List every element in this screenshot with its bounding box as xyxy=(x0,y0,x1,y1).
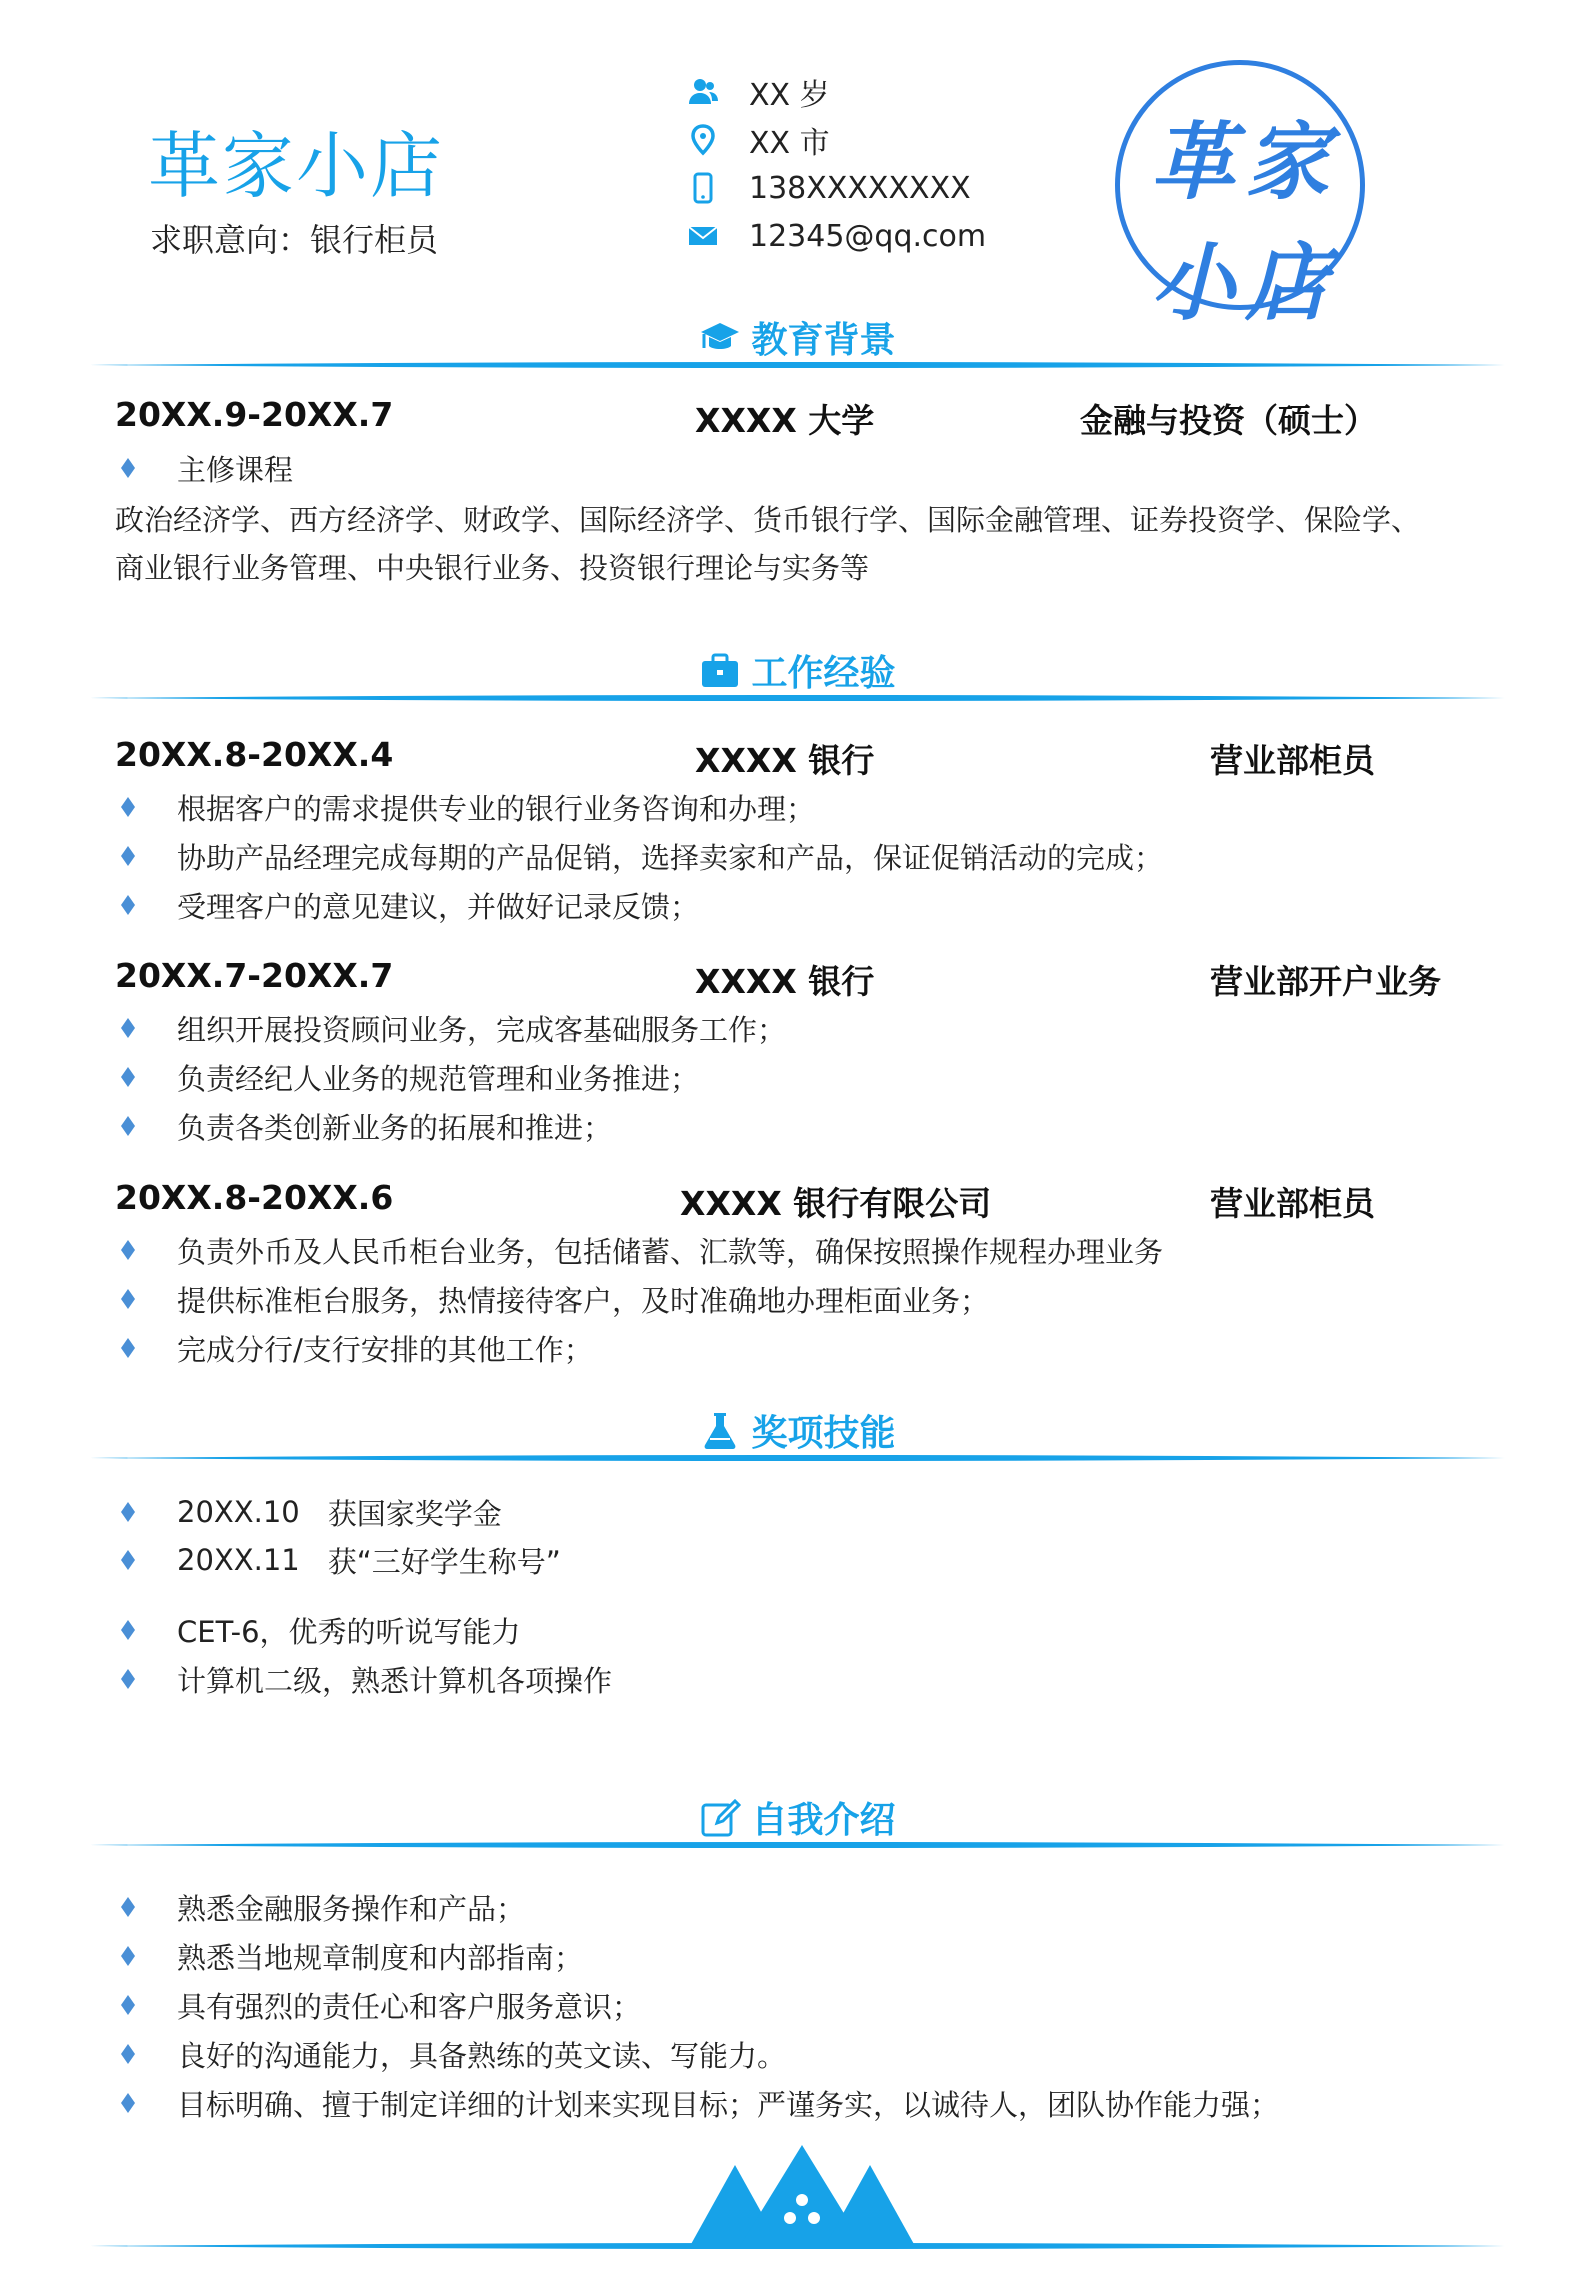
job-company: XXXX 银行 xyxy=(695,741,875,780)
section-divider xyxy=(90,1455,1505,1461)
flask-icon xyxy=(699,1410,741,1452)
diamond-bullet-icon xyxy=(121,1116,135,1136)
job-row xyxy=(115,1178,1455,1222)
diamond-bullet-icon xyxy=(121,2044,135,2064)
phone-row xyxy=(685,164,986,212)
skill-item: CET-6，优秀的听说写能力 xyxy=(115,1608,521,1652)
diamond-bullet-icon xyxy=(121,1620,135,1640)
section-divider xyxy=(90,362,1505,368)
award-date: 20XX.10 xyxy=(177,1495,300,1529)
job-intent: 求职意向：银行柜员 xyxy=(150,221,439,259)
list-item: 组织开展投资顾问业务，完成客基础服务工作； xyxy=(115,1006,786,1050)
list-item: 主修课程 xyxy=(115,446,293,490)
section-title: 自我介绍 xyxy=(751,1800,896,1841)
diamond-bullet-icon xyxy=(121,1240,135,1260)
age-row xyxy=(685,68,986,116)
diamond-bullet-icon xyxy=(121,1550,135,1570)
section-title: 教育背景 xyxy=(751,320,896,361)
contact-info xyxy=(685,68,986,260)
seal-char: 小 xyxy=(1150,233,1235,332)
city-text: XX 市 xyxy=(749,126,830,161)
section-divider xyxy=(90,695,1505,701)
user-icon xyxy=(685,74,721,110)
award-text: 获“三好学生称号” xyxy=(327,1544,561,1579)
list-item: 良好的沟通能力，具备熟练的英文读、写能力。 xyxy=(115,2032,786,2076)
job-period: 20XX.8-20XX.6 xyxy=(115,1178,394,1217)
diamond-bullet-icon xyxy=(121,895,135,915)
education-period: 20XX.9-20XX.7 xyxy=(115,395,394,434)
list-item: 受理客户的意见建议，并做好记录反馈； xyxy=(115,883,699,927)
city-row xyxy=(685,116,986,164)
list-item: 根据客户的需求提供专业的银行业务咨询和办理； xyxy=(115,785,815,829)
diamond-bullet-icon xyxy=(121,1338,135,1358)
email-row xyxy=(685,212,986,260)
diamond-bullet-icon xyxy=(121,1995,135,2015)
award-text: 获国家奖学金 xyxy=(327,1496,502,1531)
phone-text: 138XXXXXXXX xyxy=(749,170,971,206)
diamond-bullet-icon xyxy=(121,1897,135,1917)
courses-line-2: 商业银行业务管理、中央银行业务、投资银行理论与实务等 xyxy=(115,551,870,585)
graduation-cap-icon xyxy=(699,317,741,359)
seal-char: 家 xyxy=(1244,112,1329,211)
list-item: 目标明确、擅于制定详细的计划来实现目标；严谨务实，以诚待人，团队协作能力强； xyxy=(115,2081,1279,2125)
list-item: 熟悉当地规章制度和内部指南； xyxy=(115,1934,583,1978)
job-period: 20XX.8-20XX.4 xyxy=(115,735,394,774)
education-school: XXXX 大学 xyxy=(695,401,875,440)
list-item: 负责经纪人业务的规范管理和业务推进； xyxy=(115,1055,699,1099)
seal-logo xyxy=(1115,60,1365,332)
job-row xyxy=(115,956,1455,1000)
diamond-bullet-icon xyxy=(121,458,135,478)
education-major: 金融与投资（硕士） xyxy=(1080,401,1377,440)
job-row xyxy=(115,735,1455,779)
seal-char: 店 xyxy=(1244,233,1329,332)
job-role: 营业部开户业务 xyxy=(1210,962,1441,1001)
diamond-bullet-icon xyxy=(121,1502,135,1522)
section-title: 工作经验 xyxy=(751,653,896,694)
job-company: XXXX 银行 xyxy=(695,962,875,1001)
location-pin-icon xyxy=(685,122,721,158)
diamond-bullet-icon xyxy=(121,1018,135,1038)
diamond-bullet-icon xyxy=(121,1289,135,1309)
phone-icon xyxy=(685,170,721,206)
job-role: 营业部柜员 xyxy=(1210,1184,1375,1223)
list-item: 完成分行/支行安排的其他工作； xyxy=(115,1326,593,1370)
list-item: 熟悉金融服务操作和产品； xyxy=(115,1885,525,1929)
section-title: 奖项技能 xyxy=(751,1413,896,1454)
name-title: 革家小店 xyxy=(148,124,445,208)
diamond-bullet-icon xyxy=(121,1669,135,1689)
diamond-bullet-icon xyxy=(121,797,135,817)
list-item: 具有强烈的责任心和客户服务意识； xyxy=(115,1983,641,2027)
list-item: 负责各类创新业务的拓展和推进； xyxy=(115,1104,612,1148)
job-period: 20XX.7-20XX.7 xyxy=(115,956,394,995)
work-section-header xyxy=(90,645,1505,695)
courses-line-1: 政治经济学、西方经济学、财政学、国际经济学、货币银行学、国际金融管理、证券投资学、保险学、 xyxy=(115,503,1421,537)
skill-item: 计算机二级，熟悉计算机各项操作 xyxy=(115,1657,612,1701)
job-role: 营业部柜员 xyxy=(1210,741,1375,780)
award-item xyxy=(115,1490,502,1534)
awards-section-header xyxy=(90,1405,1505,1455)
list-item: 提供标准柜台服务，热情接待客户，及时准确地办理柜面业务； xyxy=(115,1277,989,1321)
education-section-header xyxy=(90,312,1505,362)
footer-mountain-decoration xyxy=(90,2140,1505,2250)
mail-icon xyxy=(685,218,721,254)
seal-char: 革 xyxy=(1150,112,1235,211)
section-divider xyxy=(90,1842,1505,1848)
briefcase-icon xyxy=(699,650,741,692)
diamond-bullet-icon xyxy=(121,1946,135,1966)
age-text: XX 岁 xyxy=(749,78,830,113)
list-item: 协助产品经理完成每期的产品促销，选择卖家和产品，保证促销活动的完成； xyxy=(115,834,1163,878)
diamond-bullet-icon xyxy=(121,2093,135,2113)
job-company: XXXX 银行有限公司 xyxy=(680,1184,992,1223)
edit-icon xyxy=(699,1797,741,1839)
award-date: 20XX.11 xyxy=(177,1543,300,1577)
self-intro-section-header xyxy=(90,1792,1505,1842)
diamond-bullet-icon xyxy=(121,1067,135,1087)
list-item: 负责外币及人民币柜台业务，包括储蓄、汇款等，确保按照操作规程办理业务 xyxy=(115,1228,1163,1272)
education-row xyxy=(115,395,1455,439)
diamond-bullet-icon xyxy=(121,846,135,866)
email-text: 12345@qq.com xyxy=(749,218,987,254)
award-item xyxy=(115,1538,561,1582)
